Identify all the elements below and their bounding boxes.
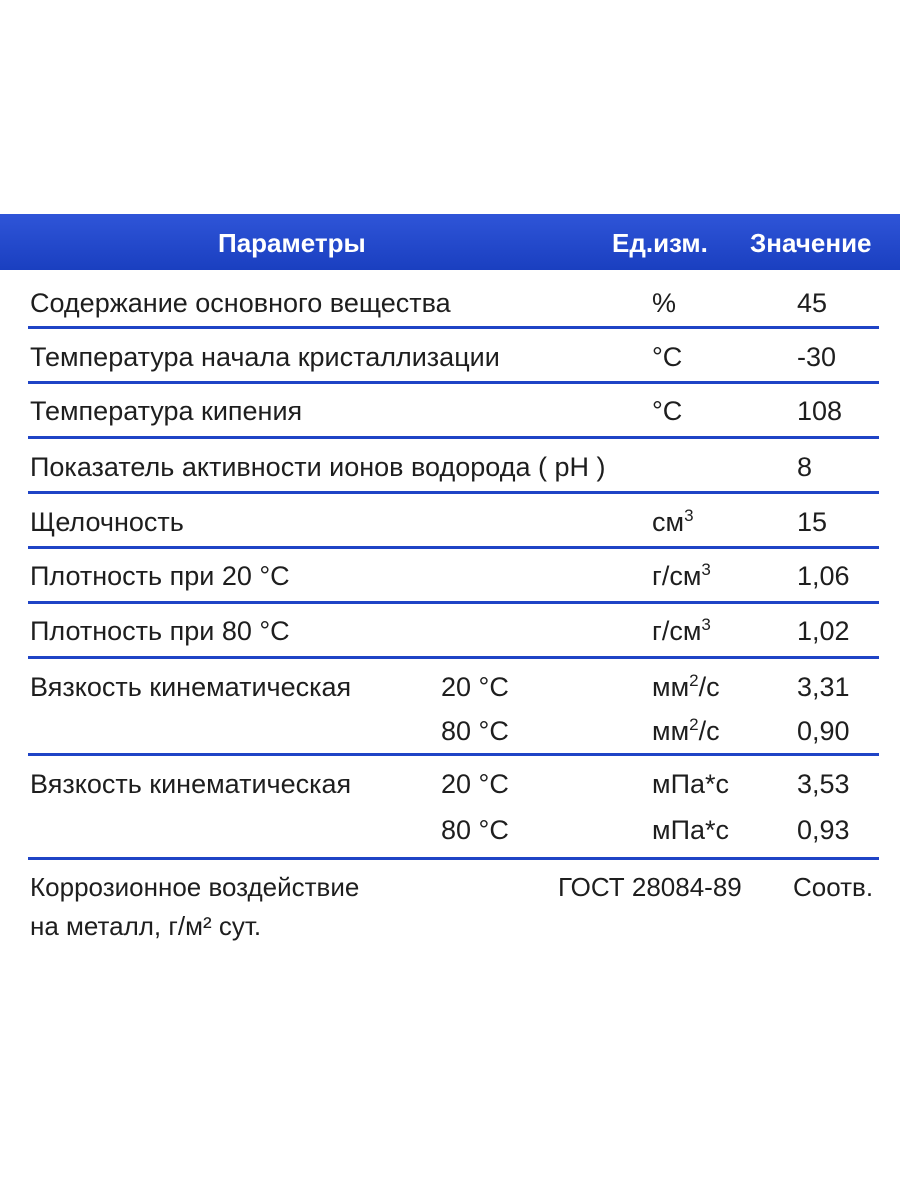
unit-suffix: /с bbox=[698, 716, 720, 746]
row-name: Вязкость кинематическая bbox=[30, 769, 352, 799]
row-standard: ГОСТ 28084-89 bbox=[558, 872, 742, 902]
header-parameters: Параметры bbox=[218, 228, 366, 258]
unit-base: мм bbox=[652, 672, 690, 702]
unit-base: см bbox=[652, 507, 685, 537]
unit-superscript: 3 bbox=[684, 506, 694, 525]
row-name: Плотность при 80 °С bbox=[30, 616, 290, 646]
row-name: Щелочность bbox=[30, 507, 184, 537]
unit-base: г/см bbox=[652, 616, 702, 646]
row-value: 45 bbox=[797, 288, 828, 318]
row-name: Плотность при 20 °С bbox=[30, 561, 290, 591]
row-unit: мПа*с bbox=[652, 769, 729, 799]
unit-base: г/см bbox=[652, 561, 702, 591]
row-name: Вязкость кинематическая bbox=[30, 672, 352, 702]
row-temperature: 20 °С bbox=[441, 672, 509, 702]
row-value: Соотв. bbox=[793, 872, 874, 902]
row-divider bbox=[28, 753, 879, 756]
row-unit: мПа*с bbox=[652, 815, 729, 845]
row-temperature: 80 °С bbox=[441, 716, 509, 746]
row-divider bbox=[28, 326, 879, 329]
row-value: 3,31 bbox=[797, 672, 850, 702]
row-unit: % bbox=[652, 288, 677, 318]
row-value: 1,06 bbox=[797, 561, 850, 591]
row-divider bbox=[28, 381, 879, 384]
row-divider bbox=[28, 436, 879, 439]
row-value: 3,53 bbox=[797, 769, 850, 799]
row-unit: °С bbox=[652, 342, 683, 372]
unit-superscript: 3 bbox=[701, 615, 711, 634]
row-unit bbox=[652, 561, 711, 592]
row-name: Содержание основного вещества bbox=[30, 288, 451, 318]
row-unit: °С bbox=[652, 396, 683, 426]
row-value: 0,93 bbox=[797, 815, 850, 845]
row-unit bbox=[652, 716, 720, 747]
table-header bbox=[0, 214, 900, 270]
unit-superscript: 2 bbox=[689, 715, 699, 734]
row-value: 15 bbox=[797, 507, 828, 537]
row-divider bbox=[28, 857, 879, 860]
unit-base: мм bbox=[652, 716, 690, 746]
row-value: 8 bbox=[797, 452, 813, 482]
row-name: Показатель активности ионов водорода ( рН ) bbox=[30, 452, 606, 482]
row-temperature: 20 °С bbox=[441, 769, 509, 799]
row-divider bbox=[28, 546, 879, 549]
unit-superscript: 3 bbox=[701, 560, 711, 579]
row-value: -30 bbox=[797, 342, 837, 372]
row-value: 0,90 bbox=[797, 716, 850, 746]
header-unit: Ед.изм. bbox=[612, 228, 708, 258]
row-name-line1: Коррозионное воздействие bbox=[30, 872, 360, 902]
row-name: Температура начала кристаллизации bbox=[30, 342, 500, 372]
row-unit bbox=[652, 507, 694, 538]
row-value: 1,02 bbox=[797, 616, 850, 646]
header-value: Значение bbox=[750, 228, 872, 258]
row-value: 108 bbox=[797, 396, 843, 426]
row-unit bbox=[652, 672, 720, 703]
row-divider bbox=[28, 491, 879, 494]
row-temperature: 80 °С bbox=[441, 815, 509, 845]
row-divider bbox=[28, 601, 879, 604]
row-name-line2: на металл, г/м² сут. bbox=[30, 911, 262, 941]
unit-suffix: /с bbox=[698, 672, 720, 702]
unit-superscript: 2 bbox=[689, 671, 699, 690]
row-divider bbox=[28, 656, 879, 659]
row-unit bbox=[652, 616, 711, 647]
row-name: Температура кипения bbox=[30, 396, 303, 426]
